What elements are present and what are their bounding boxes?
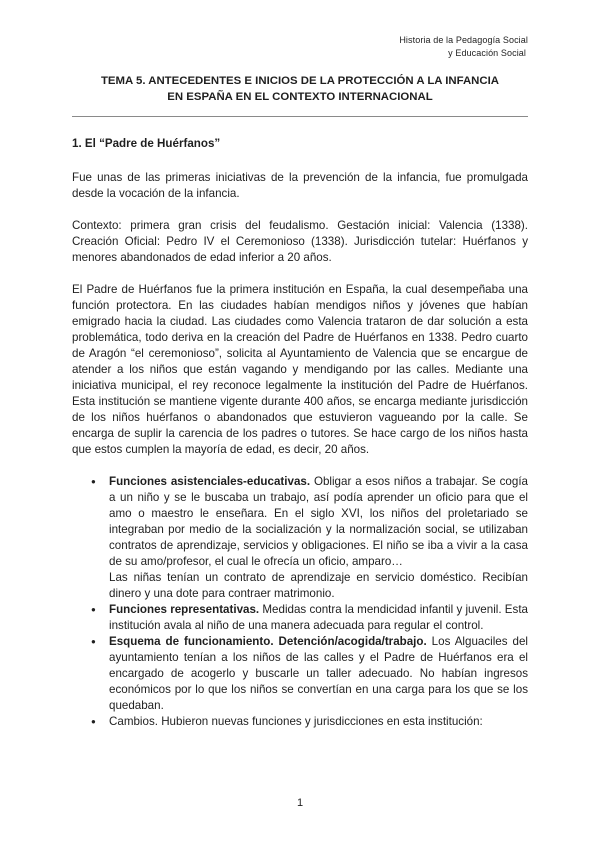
list-item [109, 634, 528, 714]
section-heading: 1. El “Padre de Huérfanos” [72, 137, 221, 150]
title-divider [72, 116, 528, 117]
header-course-subtitle: y Educación Social [448, 48, 526, 58]
title-line-1: TEMA 5. ANTECEDENTES E INICIOS DE LA PROTECCIÓN A LA INFANCIA [100, 75, 500, 87]
page-number: 1 [296, 797, 304, 809]
title-line-2: EN ESPAÑA EN EL CONTEXTO INTERNACIONAL [167, 91, 433, 103]
document-title [72, 73, 528, 105]
list-item [109, 602, 528, 634]
bullet-text: Cambios. Hubieron nuevas funciones y jurisdicciones en esta institución: [109, 715, 483, 728]
header-course-title: Historia de la Pedagogía Social [399, 35, 528, 45]
document-body [72, 136, 528, 730]
bullet-continuation: Las niñas tenían un contrato de aprendizaje en servicio doméstico. Recibían dinero y una dote para contraer matrimonio. [109, 571, 528, 600]
bullet-lead: Funciones representativas. [109, 603, 260, 616]
bullet-lead: Esquema de funcionamiento. Detención/acogida/trabajo. [109, 635, 427, 648]
bullet-text: Medidas contra la mendicidad infantil y juvenil. Esta institución avala al niño de una manera adecuada para regular el control. [109, 603, 528, 632]
bullet-text: Los Alguaciles del ayuntamiento tenían a los niños de las calles y el Padre de Huérfanos era el encargado de acogerlo y buscarle un taller adecuado. No habían ingresos económicos por lo que los niños se convertían en una carga para los que se los quedaban. [109, 635, 528, 712]
paragraph-intro: Fue unas de las primeras iniciativas de la prevención de la infancia, fue promulgada desde la vocación de la infancia. [72, 171, 528, 200]
paragraph-history: El Padre de Huérfanos fue la primera institución en España, la cual desempeñaba una función protectora. En las ciudades habían mendigos niños y jóvenes que habían emigrado hacia la ciudad. Las ciudades como Valencia trataron de dar solución a esta problemática, todo deriva en la creación del Padre de Huérfanos en 1338. Pedro cuarto de Aragón “el ceremonioso”, solicita al Ayuntamiento de Valencia que se encargue de atender a los niños que están vagando y mendigando por las calles. Mediante una iniciativa municipal, el rey reconoce legalmente la institución del Padre de Huérfanos. Esta institución se mantiene vigente durante 400 años, se encarga mediante jurisdicción de los niños huérfanos o abandonados que estuvieron vagueando por la calle. Se encarga de suplir la carencia de los padres o tutores. Se hace cargo de los niños hasta que estos cumplen la mayoría de edad, es decir, 20 años. [72, 283, 528, 456]
bullet-lead: Funciones asistenciales-educativas. [109, 475, 311, 488]
list-item [109, 714, 528, 730]
running-header [399, 34, 528, 60]
paragraph-context: Contexto: primera gran crisis del feudalismo. Gestación inicial: Valencia (1338). Creación Oficial: Pedro IV el Ceremonioso (1338). Jurisdicción tutelar: Huérfanos y menores abandonados de edad inferior a 20 años. [72, 219, 528, 264]
bullet-text: Obligar a esos niños a trabajar. Se cogía a un niño y se le buscaba un trabajo, así podía aprender un oficio para que el amo o maestro le enseñara. En el siglo XVI, los niños del proletariado se integraban por medio de la socialización y la normalización social, se utilizaban contratos de aprendizaje, servicios y obligaciones. El niño se iba a vivir a la casa de su amo/profesor, el cual le ofrecía un oficio, amparo… [109, 475, 528, 568]
bullet-list [72, 474, 528, 730]
list-item [109, 474, 528, 602]
